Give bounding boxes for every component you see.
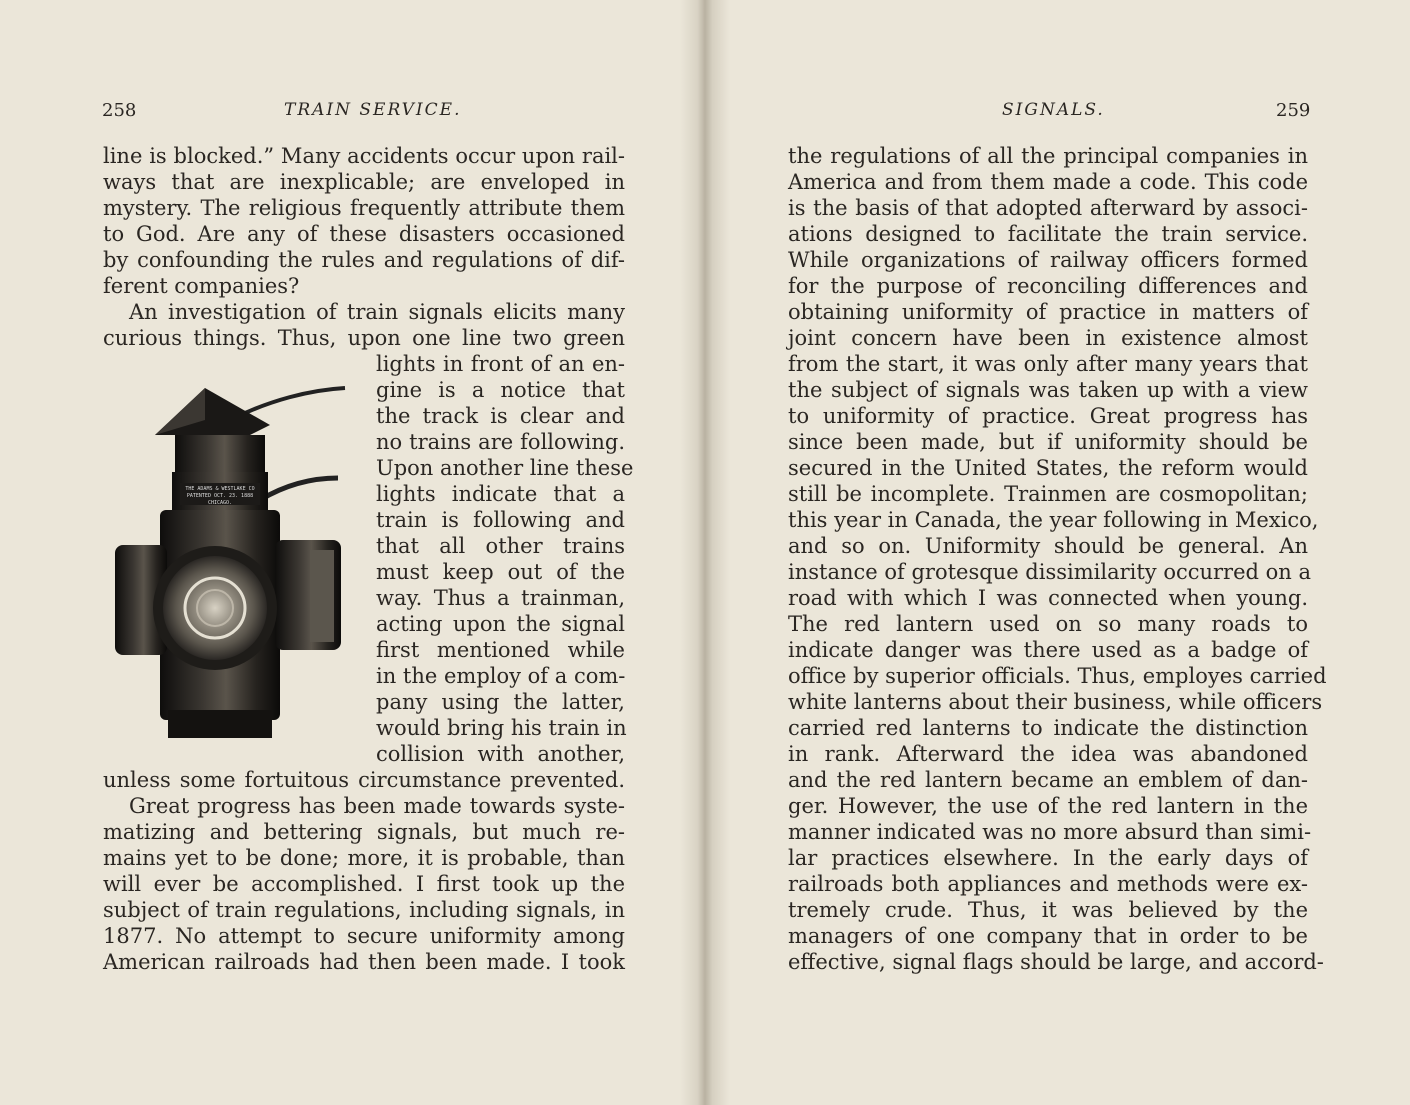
text-line: unless some fortuitous circumstance prevented. [103, 768, 625, 792]
text-line: the regulations of all the principal companies in [788, 144, 1308, 168]
right-running-head: SIGNALS. [1002, 100, 1105, 120]
text-line: lights in front of an en- [376, 352, 625, 376]
text-line: line is blocked.” Many accidents occur upon rail- [103, 144, 625, 168]
text-line: obtaining uniformity of practice in matters of [788, 300, 1308, 324]
text-line: no trains are following. [376, 430, 625, 454]
text-line: collision with another, [376, 742, 625, 766]
text-line: 1877. No attempt to secure uniformity among [103, 924, 625, 948]
text-line: The red lantern used on so many roads to [788, 612, 1308, 636]
text-line: to God. Are any of these disasters occasioned [103, 222, 625, 246]
text-line: white lanterns about their business, while officers [788, 690, 1323, 714]
text-line: will ever be accomplished. I first took up the [103, 872, 625, 896]
text-line: is the basis of that adopted afterward by associ- [788, 196, 1308, 220]
text-line: manner indicated was no more absurd than simi- [788, 820, 1312, 844]
text-line: in the employ of a com- [376, 664, 626, 688]
text-line: managers of one company that in order to be [788, 924, 1308, 948]
text-line: that all other trains [376, 534, 625, 558]
text-line: An investigation of train signals elicits many [129, 300, 625, 324]
text-line: the track is clear and [376, 404, 625, 428]
text-line: indicate danger was there used as a badge of [788, 638, 1308, 662]
plate-text-1: THE ADAMS & WESTLAKE CO [185, 486, 255, 492]
text-line: road with which I was connected when young. [788, 586, 1308, 610]
right-page [710, 0, 1410, 1105]
text-line: ways that are inexplicable; are enveloped in [103, 170, 625, 194]
text-line: and so on. Uniformity should be general. An [788, 534, 1308, 558]
text-line: curious things. Thus, upon one line two green [103, 326, 625, 350]
text-line: While organizations of railway officers formed [788, 248, 1308, 272]
right-body-text [788, 143, 1327, 975]
plate-text-3: CHICAGO. [207, 500, 233, 506]
text-line: ations designed to facilitate the train service. [788, 222, 1308, 246]
text-line: joint concern have been in existence almost [788, 326, 1308, 350]
text-line: subject of train regulations, including signals, in [103, 898, 625, 922]
text-line: to uniformity of practice. Great progress has [788, 404, 1308, 428]
text-line: the subject of signals was taken up with a view [788, 378, 1308, 402]
text-line: since been made, but if uniformity should be [788, 430, 1308, 454]
text-line: American railroads had then been made. I took [103, 950, 625, 974]
text-line: would bring his train in [376, 716, 627, 740]
text-line: effective, signal flags should be large, and accord- [788, 950, 1324, 974]
text-line: office by superior officials. Thus, employes carried [788, 664, 1327, 688]
text-line: pany using the latter, [376, 690, 625, 714]
text-line: lights indicate that a [376, 482, 625, 506]
text-line: from the start, it was only after many years that [788, 352, 1308, 376]
left-wrap-text [376, 351, 634, 767]
left-running-head: TRAIN SERVICE. [284, 100, 462, 120]
text-line: instance of grotesque dissimilarity occurred on a [788, 560, 1312, 584]
text-line: and the red lantern became an emblem of dan- [788, 768, 1308, 792]
text-line: mains yet to be done; more, it is probable, than [103, 846, 625, 870]
text-line: still be incomplete. Trainmen are cosmopolitan; [788, 482, 1308, 506]
right-page-number: 259 [1276, 100, 1311, 121]
text-line: matizing and bettering signals, but much re- [103, 820, 625, 844]
text-line: this year in Canada, the year following in Mexico, [788, 508, 1319, 532]
text-line: must keep out of the [376, 560, 625, 584]
text-line: secured in the United States, the reform would [788, 456, 1308, 480]
left-page [0, 0, 700, 1105]
text-line: tremely crude. Thus, it was believed by the [788, 898, 1308, 922]
text-line: acting upon the signal [376, 612, 625, 636]
text-line: ferent companies? [103, 274, 300, 298]
text-line: train is following and [376, 508, 625, 532]
text-line: railroads both appliances and methods were ex- [788, 872, 1308, 896]
text-line: first mentioned while [376, 638, 625, 662]
text-line: lar practices elsewhere. In the early days of [788, 846, 1308, 870]
text-line: Great progress has been made towards syste- [129, 794, 625, 818]
text-line: Upon another line these [376, 456, 634, 480]
text-line: in rank. Afterward the idea was abandoned [788, 742, 1308, 766]
text-line: gine is a notice that [376, 378, 625, 402]
signal-lamp-illustration [110, 380, 350, 742]
text-line: ger. However, the use of the red lantern in the [788, 794, 1308, 818]
text-line: way. Thus a trainman, [376, 586, 625, 610]
text-line: mystery. The religious frequently attribute them [103, 196, 625, 220]
text-line: carried red lanterns to indicate the distinction [788, 716, 1308, 740]
left-top-text [103, 143, 625, 351]
book-gutter [680, 0, 730, 1105]
left-bottom-text [103, 767, 625, 975]
plate-text-2: PATENTED OCT. 23. 1888 [186, 493, 254, 499]
text-line: for the purpose of reconciling differences and [788, 274, 1308, 298]
text-line: America and from them made a code. This code [788, 170, 1308, 194]
text-line: by confounding the rules and regulations of dif- [103, 248, 625, 272]
left-page-number: 258 [102, 100, 137, 121]
